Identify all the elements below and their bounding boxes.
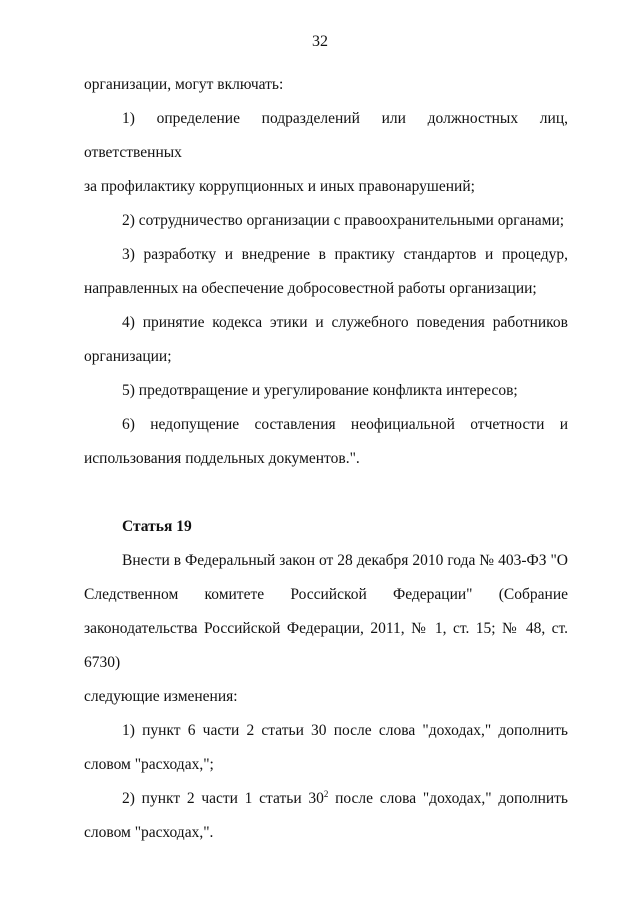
article-item-2-text: 2) пункт 2 части 1 статьи 30 — [122, 790, 324, 807]
article-item-2-line-2: словом "расходах,". — [84, 824, 214, 841]
list-item-3-line-2: направленных на обеспечение добросовестной работы организации; — [84, 280, 537, 297]
list-item-1-line-1: 1) определение подразделений или должностных лиц, ответственных — [84, 110, 568, 161]
article-item-2-line-1 — [84, 782, 568, 816]
list-item-4-line-2: организации; — [84, 348, 172, 365]
list-item-2: 2) сотрудничество организации с правоохранительными органами; — [122, 212, 565, 229]
article-item-1-line-2: словом "расходах,"; — [84, 756, 214, 773]
list-item-4-line-1: 4) принятие кодекса этики и служебного поведения работников — [122, 314, 568, 331]
article-intro-line-4: следующие изменения: — [84, 688, 238, 705]
list-item-1-line-2: за профилактику коррупционных и иных правонарушений; — [84, 178, 475, 195]
article-intro-line-1: Внести в Федеральный закон от 28 декабря 2010 года № 403-ФЗ "О — [122, 552, 568, 569]
article-intro-line-3: законодательства Российской Федерации, 2011, № 1, ст. 15; № 48, ст. 6730) — [84, 620, 568, 671]
list-item-6-line-2: использования поддельных документов.". — [84, 450, 360, 467]
article-item-2-text-end: после слова "доходах," дополнить — [328, 790, 568, 807]
superscript: 2 — [323, 789, 329, 799]
paragraph-text: организации, могут включать: — [84, 76, 284, 93]
article-title: Статья 19 — [122, 518, 192, 535]
article-item-1-line-1: 1) пункт 6 части 2 статьи 30 после слова "доходах," дополнить — [122, 722, 568, 739]
list-item-6-line-1: 6) недопущение составления неофициальной отчетности и — [122, 416, 568, 433]
document-body — [84, 68, 568, 850]
list-item-5: 5) предотвращение и урегулирование конфликта интересов; — [122, 382, 518, 399]
page-number: 32 — [312, 33, 328, 50]
article-intro-line-2: Следственном комитете Российской Федерации" (Собрание — [84, 586, 568, 603]
list-item-3-line-1: 3) разработку и внедрение в практику стандартов и процедур, — [122, 246, 568, 263]
